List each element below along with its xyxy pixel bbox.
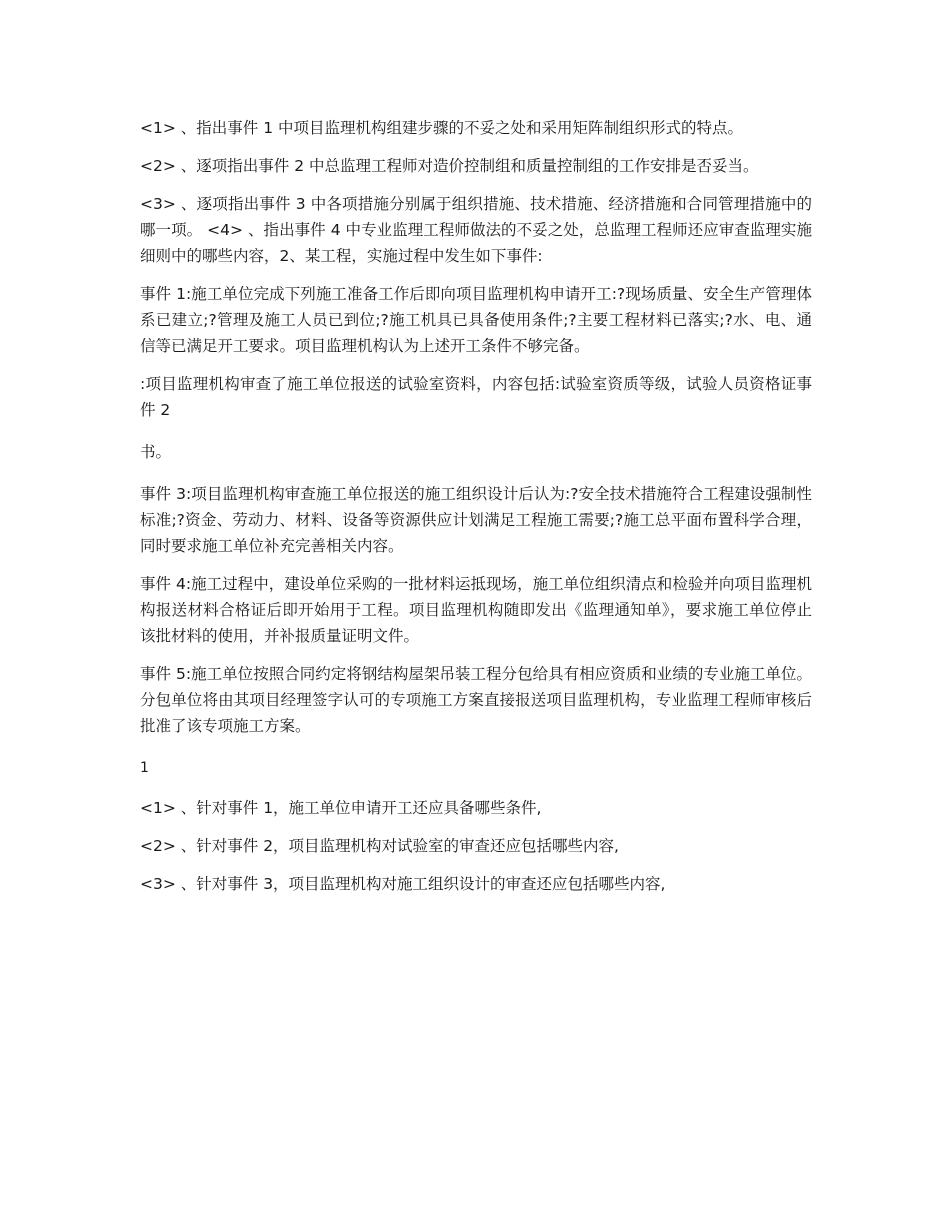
question-3-4-paragraph: <3> 、逐项指出事件 3 中各项措施分别属于组织措施、技术措施、经济措施和合同管理措施中的哪一项。 <4> 、指出事件 4 中专业监理工程师做法的不妥之处，总监理工程师还应审查监理实施细则中的哪些内容，2、某工程，实施过程中发生如下事件: <box>140 195 812 265</box>
event-5-paragraph: 事件 5:施工单位按照合同约定将钢结构屋架吊装工程分包给具有相应资质和业绩的专业施工单位。分包单位将由其项目经理签字认可的专项施工方案直接报送项目监理机构，专业监理工程师审核后批准了该专项施工方案。 <box>140 665 812 735</box>
answer-question-1: <1> 、针对事件 1，施工单位申请开工还应具备哪些条件, <box>140 799 542 817</box>
event-4-paragraph: 事件 4:施工过程中，建设单位采购的一批材料运抵现场，施工单位组织清点和检验并向项目监理机构报送材料合格证后即开始用于工程。项目监理机构随即发出《监理通知单》，要求施工单位停止该批材料的使用，并补报质量证明文件。 <box>140 575 812 645</box>
answer-question-3: <3> 、针对事件 3，项目监理机构对施工组织设计的审查还应包括哪些内容, <box>140 875 666 893</box>
question-2-paragraph: <2> 、逐项指出事件 2 中总监理工程师对造价控制组和质量控制组的工作安排是否妥当。 <box>140 157 759 175</box>
page-number: 1 <box>140 760 149 776</box>
document-body <box>140 115 812 909</box>
event-1-paragraph: 事件 1:施工单位完成下列施工准备工作后即向项目监理机构申请开工:?现场质量、安全生产管理体系已建立;?管理及施工人员已到位;?施工机具已具备使用条件;?主要工程材料已落实;?水、电、通信等已满足开工要求。项目监理机构认为上述开工条件不够完备。 <box>140 285 812 355</box>
event-2-paragraph: :项目监理机构审查了施工单位报送的试验室资料，内容包括:试验室资质等级，试验人员资格证事件 2 <box>140 375 812 419</box>
answer-question-2: <2> 、针对事件 2，项目监理机构对试验室的审查还应包括哪些内容, <box>140 837 619 855</box>
question-1-paragraph: <1> 、指出事件 1 中项目监理机构组建步骤的不妥之处和采用矩阵制组织形式的特点。 <box>140 119 743 137</box>
event-2-continuation: 书。 <box>140 443 172 461</box>
event-3-paragraph: 事件 3:项目监理机构审查施工单位报送的施工组织设计后认为:?安全技术措施符合工程建设强制性标准;?资金、劳动力、材料、设备等资源供应计划满足工程施工需要;?施工总平面布置科学合理，同时要求施工单位补充完善相关内容。 <box>140 485 812 555</box>
